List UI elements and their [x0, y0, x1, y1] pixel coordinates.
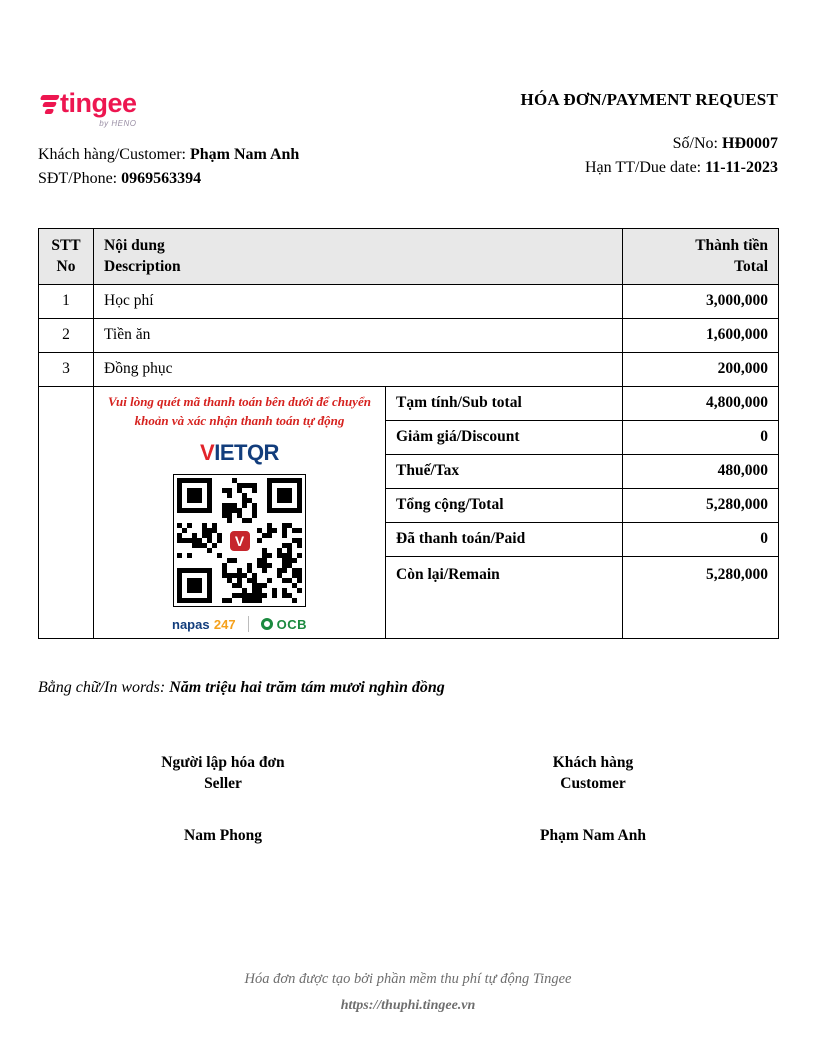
- invoice-number-label: Số/No:: [672, 135, 718, 152]
- tingee-byline: by HENO: [99, 119, 137, 128]
- item-amount-cell: 3,000,000: [623, 284, 779, 318]
- header-left: [38, 90, 299, 188]
- seller-title-en: Seller: [204, 775, 242, 793]
- summary-value-cell: 0: [623, 522, 779, 556]
- bank-logos-row: [104, 616, 375, 632]
- qr-instruction-note: Vui lòng quét mã thanh toán bên dưới để chuyển khoản và xác nhận thanh toán tự động: [108, 393, 371, 428]
- summary-value-cell: 5,280,000: [623, 556, 779, 639]
- footer-url: https://thuphi.tingee.vn: [340, 998, 476, 1013]
- in-words-label: Bằng chữ/In words:: [38, 679, 166, 697]
- qr-payment-cell: [94, 386, 386, 639]
- summary-label-cell: Còn lại/Remain: [386, 556, 623, 639]
- summary-row: [39, 386, 779, 420]
- header-description-en: Description: [104, 257, 181, 275]
- in-words-value: Năm triệu hai trăm tám mươi nghìn đồng: [169, 679, 445, 697]
- customer-value: Phạm Nam Anh: [189, 146, 300, 163]
- customer-name: Phạm Nam Anh: [540, 827, 646, 845]
- ocb-circle-icon: [261, 618, 273, 630]
- seller-title: [38, 753, 408, 795]
- signature-section: [38, 753, 778, 845]
- header-cell-stt: [39, 229, 94, 284]
- header-amount-vi: Thành tiền: [695, 237, 769, 255]
- customer-title-en: Customer: [560, 775, 626, 793]
- customer-title: [408, 753, 778, 795]
- ocb-logo: [261, 618, 307, 631]
- customer-label: Khách hàng/Customer:: [38, 146, 186, 163]
- item-no-cell: 1: [39, 284, 94, 318]
- item-no-cell: 3: [39, 352, 94, 386]
- summary-spacer-cell: [39, 386, 94, 639]
- summary-label-cell: Tổng cộng/Total: [386, 488, 623, 522]
- item-row: [39, 352, 779, 386]
- item-row: [39, 284, 779, 318]
- header-right: [521, 90, 778, 177]
- vietqr-center-mark-icon: [228, 529, 252, 553]
- item-desc-cell: Đồng phục: [94, 352, 623, 386]
- summary-label-cell: Giảm giá/Discount: [386, 420, 623, 454]
- customer-signature-block: [408, 753, 778, 845]
- item-amount-cell: 200,000: [623, 352, 779, 386]
- seller-title-vi: Người lập hóa đơn: [161, 754, 285, 772]
- summary-label-cell: Đã thanh toán/Paid: [386, 522, 623, 556]
- summary-value-cell: 5,280,000: [623, 488, 779, 522]
- item-desc-cell: Học phí: [94, 284, 623, 318]
- footer-credit-text: Hóa đơn được tạo bởi phần mềm thu phí tự động Tingee: [244, 971, 572, 987]
- napas-247-text: 247: [213, 616, 236, 632]
- ocb-logo-text: OCB: [276, 616, 307, 632]
- table-header-row: [39, 229, 779, 284]
- invoice-header: [38, 90, 778, 188]
- item-desc-cell: Tiền ăn: [94, 318, 623, 352]
- due-date-line: [521, 158, 778, 177]
- napas-247-logo: [172, 617, 236, 633]
- amount-in-words: [38, 679, 778, 697]
- header-stt-vi: STT: [51, 237, 81, 255]
- invoice-number-value: HĐ0007: [722, 135, 778, 152]
- header-cell-description: [94, 229, 623, 284]
- page-footer: [0, 971, 816, 1014]
- summary-label-cell: Tạm tính/Sub total: [386, 386, 623, 420]
- customer-line: [38, 145, 299, 164]
- invoice-number-line: [521, 134, 778, 153]
- document-title: HÓA ĐƠN/PAYMENT REQUEST: [520, 90, 778, 109]
- invoice-table: [38, 228, 779, 639]
- qr-code: [173, 474, 306, 607]
- summary-label-cell: Thuế/Tax: [386, 454, 623, 488]
- logo-divider: [248, 616, 249, 632]
- header-description-vi: Nội dung: [104, 237, 165, 255]
- tingee-logo-text: tingee: [60, 88, 137, 118]
- phone-value: 0969563394: [121, 170, 202, 188]
- item-row: [39, 318, 779, 352]
- item-no-cell: 2: [39, 318, 94, 352]
- header-amount-en: Total: [734, 257, 769, 275]
- phone-label: SĐT/Phone:: [38, 170, 118, 188]
- item-amount-cell: 1,600,000: [623, 318, 779, 352]
- header-stt-en: No: [56, 257, 76, 275]
- summary-value-cell: 0: [623, 420, 779, 454]
- vietqr-logo-v: V: [200, 440, 215, 466]
- summary-value-cell: 4,800,000: [623, 386, 779, 420]
- vietqr-center-letter: V: [234, 532, 245, 549]
- phone-line: [38, 169, 299, 188]
- tingee-logo: [38, 90, 137, 128]
- seller-signature-block: [38, 753, 408, 845]
- vietqr-logo: [104, 440, 375, 466]
- vietqr-logo-text: IETQR: [214, 440, 279, 466]
- due-date-label: Hạn TT/Due date:: [585, 159, 702, 177]
- napas-logo-text: napas: [172, 616, 210, 632]
- header-cell-amount: [623, 229, 779, 284]
- customer-title-vi: Khách hàng: [552, 754, 634, 772]
- tingee-speed-lines-icon: [34, 95, 60, 114]
- summary-value-cell: 480,000: [623, 454, 779, 488]
- seller-name: Nam Phong: [184, 827, 262, 845]
- due-date-value: 11-11-2023: [705, 159, 778, 177]
